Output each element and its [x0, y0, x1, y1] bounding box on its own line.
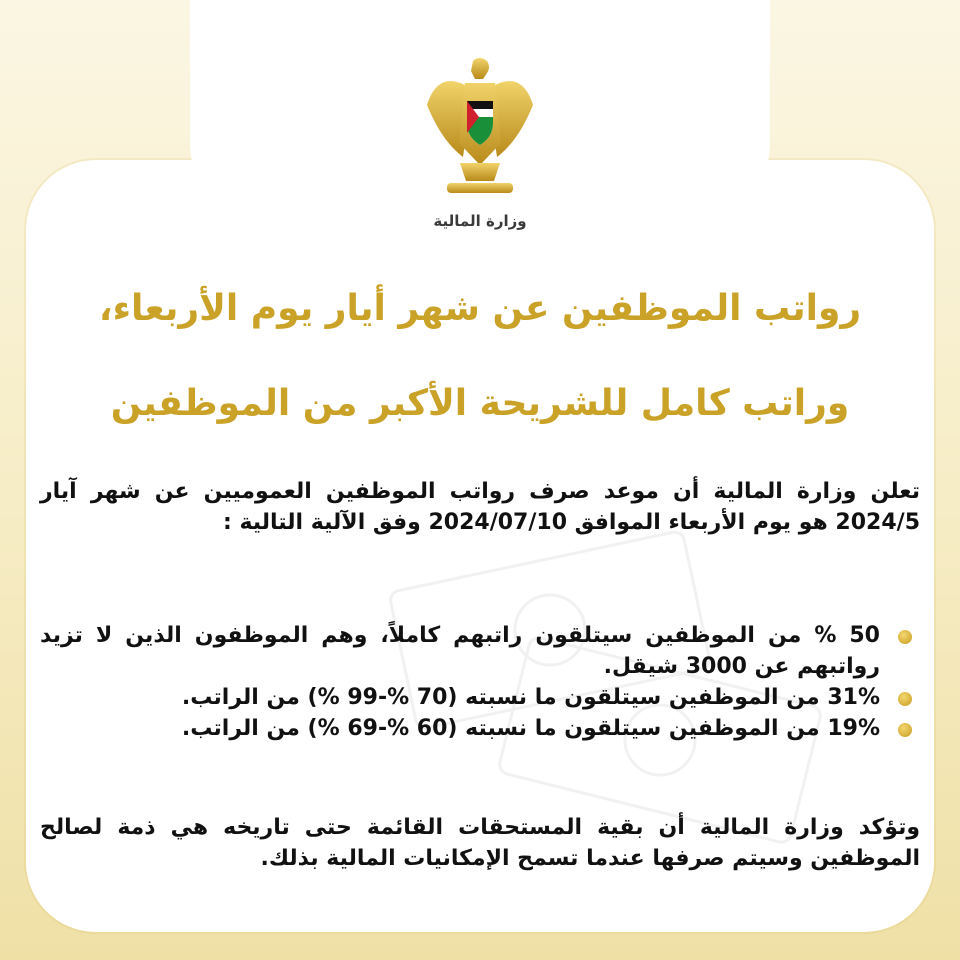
bullet-text: 19% من الموظفين سيتلقون ما نسبته (60 %-69 %) من الراتب. — [181, 716, 880, 741]
bullet-text: 50 % من الموظفين سيتلقون راتبهم كاملاً، وهم الموظفون الذين لا تزيد رواتبهم عن 3000 شيقل. — [40, 623, 880, 679]
closing-paragraph: وتؤكد وزارة المالية أن بقية المستحقات القائمة حتى تاريخه هي ذمة لصالح الموظفين وسيتم صرفها عندما تسمح الإمكانيات المالية بذلك. — [40, 815, 920, 871]
list-item — [40, 620, 920, 682]
list-item — [40, 713, 920, 744]
headline-line-2: وراتب كامل للشريحة الأكبر من الموظفين — [110, 383, 850, 424]
bullet-text: 31% من الموظفين سيتلقون ما نسبته (70 %-99 %) من الراتب. — [181, 685, 880, 710]
bullet-dot-icon — [898, 692, 912, 706]
bullet-list — [40, 620, 920, 744]
intro-paragraph: تعلن وزارة المالية أن موعد صرف رواتب الموظفين العموميين عن شهر آيار 2024/5 هو يوم الأربعاء الموافق 2024/07/10 وفق الآلية التالية : — [40, 479, 920, 535]
ministry-name: وزارة المالية — [433, 212, 527, 230]
bullet-dot-icon — [898, 630, 912, 644]
bullet-dot-icon — [898, 723, 912, 737]
palestine-eagle-emblem-icon — [425, 55, 535, 200]
headline-line-1: رواتب الموظفين عن شهر أيار يوم الأربعاء، — [98, 288, 862, 329]
list-item — [40, 682, 920, 713]
